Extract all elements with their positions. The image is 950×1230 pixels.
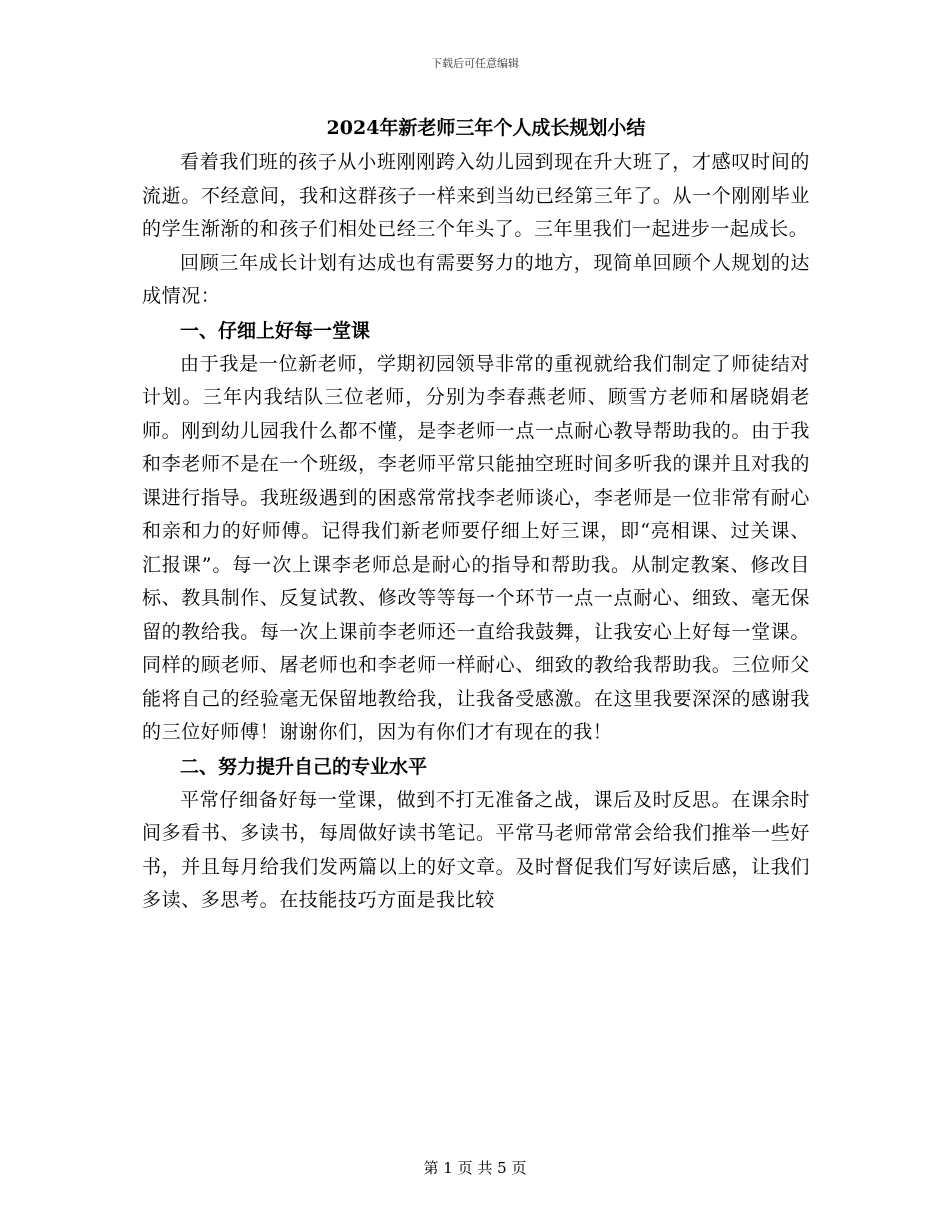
document-body xyxy=(142,110,810,918)
intro-paragraph-2: 回顾三年成长计划有达成也有需要努力的地方，现简单回顾个人规划的达成情况： xyxy=(142,251,810,307)
page-footer: 第 1 页 共 5 页 xyxy=(423,1159,527,1177)
header-note: 下载后可任意编辑 xyxy=(431,57,519,70)
section-2-paragraph: 平常仔细备好每一堂课，做到不打无准备之战，课后及时反思。在课余时间多看书、多读书，每周做好读书笔记。平常马老师常常会给我们推举一些好书，并且每月给我们发两篇以上的好文章。及时督促我们写好读后感，让我们多读、多思考。在技能技巧方面是我比较 xyxy=(142,788,810,911)
document-title: 2024年新老师三年个人成长规划小结 xyxy=(326,117,646,139)
section-1-paragraph: 由于我是一位新老师，学期初园领导非常的重视就给我们制定了师徒结对计划。三年内我结队三位老师，分别为李春燕老师、顾雪方老师和屠晓娟老师。刚到幼儿园我什么都不懂，是李老师一点一点耐心教导帮助我的。由于我和李老师不是在一个班级，李老师平常只能抽空班时间多听我的课并且对我的课进行指导。我班级遇到的困惑常常找李老师谈心，李老师是一位非常有耐心和亲和力的好师傅。记得我们新老师要仔细上好三课，即“亮相课、过关课、汇报课”。每一次上课李老师总是耐心的指导和帮助我。从制定教案、修改目标、教具制作、反复试教、修改等等每一个环节一点一点耐心、细致、毫无保留的教给我。每一次上课前李老师还一直给我鼓舞，让我安心上好每一堂课。同样的顾老师、屠老师也和李老师一样耐心、细致的教给我帮助我。三位师父能将自己的经验毫无保留地教给我，让我备受感激。在这里我要深深的感谢我的三位好师傅！谢谢你们，因为有你们才有现在的我！ xyxy=(142,352,810,743)
section-2-heading: 二、努力提升自己的专业水平 xyxy=(180,755,428,778)
intro-paragraph-1: 看着我们班的孩子从小班刚刚跨入幼儿园到现在升大班了，才感叹时间的流逝。不经意间，我和这群孩子一样来到当幼已经第三年了。从一个刚刚毕业的学生渐渐的和孩子们相处已经三个年头了。三年里我们一起进步一起成长。 xyxy=(142,151,810,240)
section-1-heading: 一、仔细上好每一堂课 xyxy=(180,319,371,342)
